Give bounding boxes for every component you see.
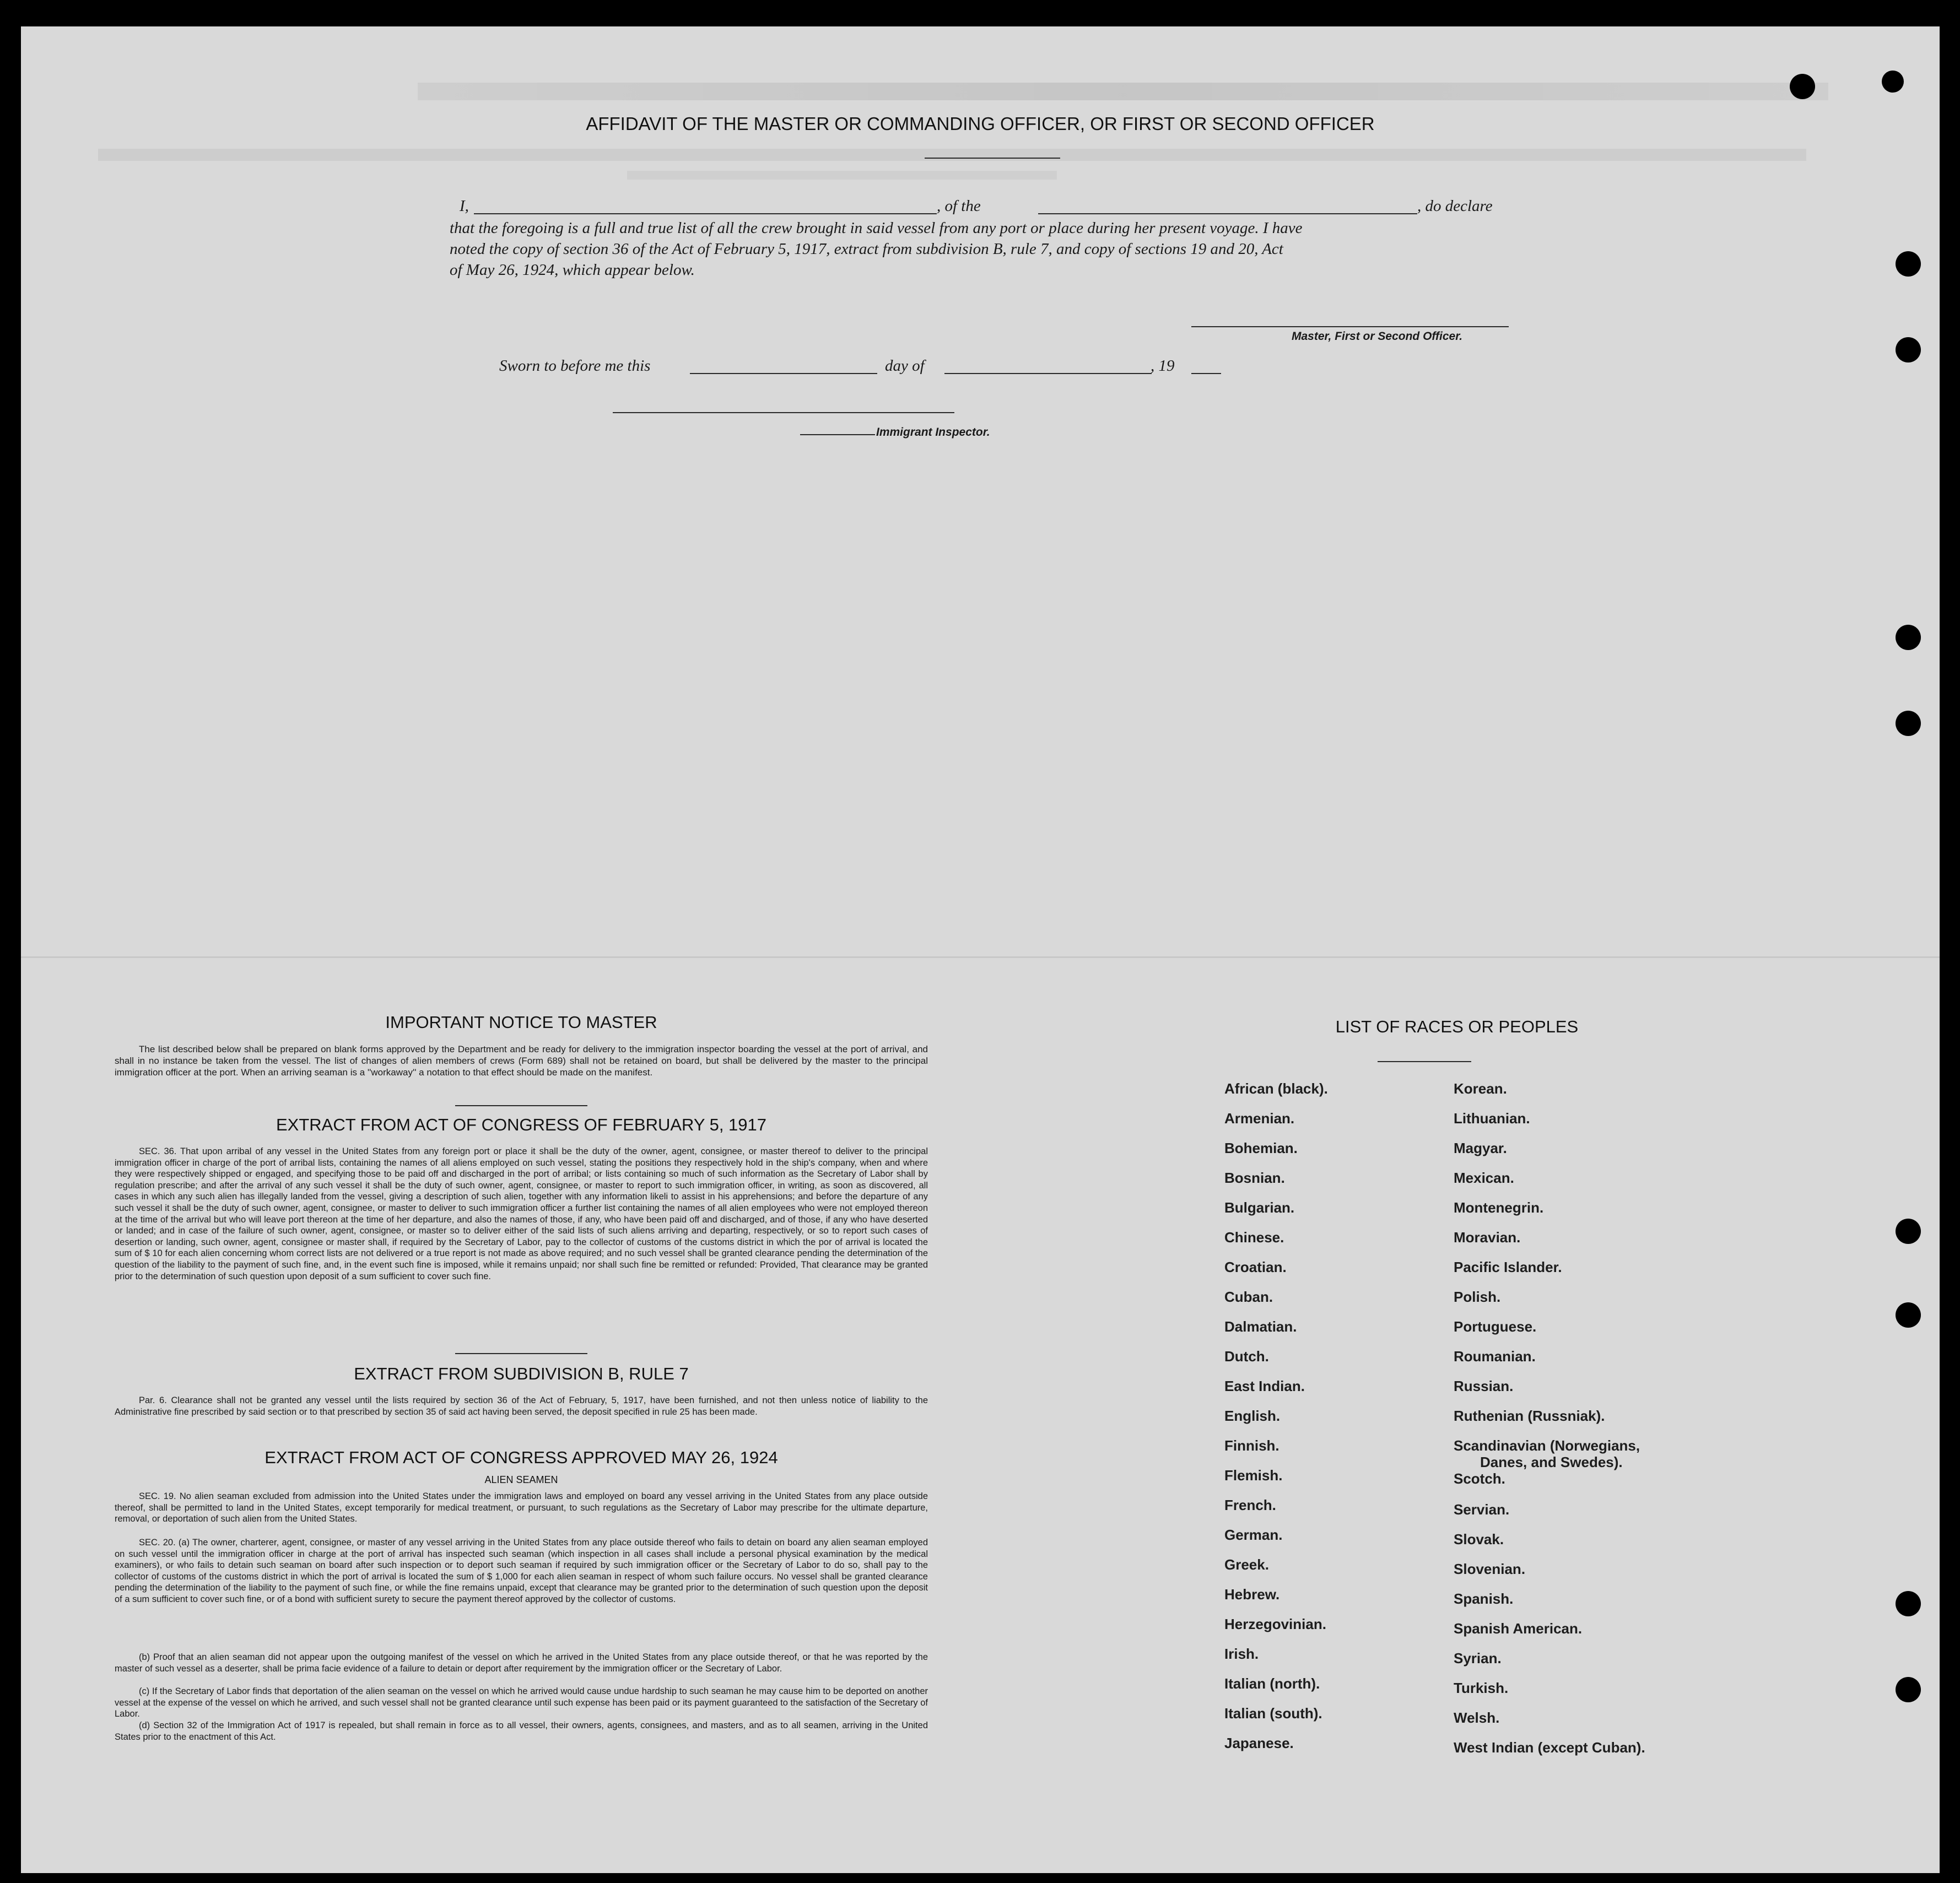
sec20c-text: (c) If the Secretary of Labor finds that deportation of the alien seaman on the vessel on which he arrived would cause undue hardship to such seaman he may cause him to be deported on another vessel at the expense of the vessel on which he arrived, and such vessel shall not be granted clearance until such expense has been paid or its payment guaranteed to the satisfaction of the Secretary of Labor. <box>115 1686 928 1719</box>
name-field-line <box>474 213 937 214</box>
race-item: Dalmatian. <box>1224 1318 1297 1335</box>
race-item: Moravian. <box>1454 1229 1521 1246</box>
extract-rule7-title: EXTRACT FROM SUBDIVISION B, RULE 7 <box>354 1364 689 1383</box>
race-item: Armenian. <box>1224 1110 1295 1127</box>
race-item: Russian. <box>1454 1378 1514 1394</box>
race-item: Spanish. <box>1454 1590 1514 1607</box>
binder-hole <box>1896 1302 1921 1328</box>
race-item: Scandinavian (Norwegians, <box>1454 1437 1640 1454</box>
sec20b-text: (b) Proof that an alien seaman did not appear upon the outgoing manifest of the vessel on which he arrived in the United States from any place outside thereof, or that he was reported by the master of such vessel as a deserter, shall be prima facie evidence of a failure to detain or deport after requirement by the immigration officer or the Secretary of Labor. <box>115 1652 928 1674</box>
binder-hole <box>1896 1591 1921 1616</box>
sec19-text: SEC. 19. No alien seaman excluded from admission into the United States under the immigration laws and employed on board any vessel arriving in the United States from any place outside thereof, shall be permitted to land in the United States, except temporarily for medical treatment, or pursuant, to such regulations as the Secretary of Labor may prescribe for the ultimate departure, removal, or deportation of such alien from the United States. <box>115 1491 928 1524</box>
race-item: Flemish. <box>1224 1467 1283 1484</box>
race-item: Magyar. <box>1454 1140 1507 1156</box>
affidavit-line4: of May 26, 1924, which appear below. <box>450 261 695 279</box>
inspector-name-line <box>800 434 875 435</box>
binder-hole <box>1896 625 1921 650</box>
race-item: Hebrew. <box>1224 1586 1280 1603</box>
race-item: Lithuanian. <box>1454 1110 1530 1127</box>
race-item: Chinese. <box>1224 1229 1284 1246</box>
race-item: East Indian. <box>1224 1378 1305 1394</box>
fold-crease <box>21 956 1940 958</box>
inspector-signature-line <box>613 412 954 413</box>
binder-hole <box>1896 251 1921 277</box>
affidavit-title: AFFIDAVIT OF THE MASTER OR COMMANDING OFFICER, OR FIRST OR SECOND OFFICER <box>586 113 1375 134</box>
race-item: Croatian. <box>1224 1259 1287 1275</box>
race-item: Bohemian. <box>1224 1140 1298 1156</box>
race-item: Bulgarian. <box>1224 1199 1295 1216</box>
race-item: Danes, and Swedes). <box>1480 1454 1623 1470</box>
race-item: Italian (south). <box>1224 1705 1322 1722</box>
notice-title: IMPORTANT NOTICE TO MASTER <box>385 1013 657 1032</box>
affidavit-do-declare: , do declare <box>1417 197 1493 215</box>
affidavit-line1-i: I, <box>460 197 469 215</box>
binder-hole <box>1896 711 1921 736</box>
document-page <box>21 26 1940 1873</box>
race-item: Cuban. <box>1224 1289 1273 1305</box>
race-item: English. <box>1224 1408 1281 1424</box>
extract-1917-body: SEC. 36. That upon arribal of any vessel in the United States from any foreign port or place it shall be the duty of the owner, agent, consignee, or master thereof to deliver to the principal immigration officer in charge of the port of arribal lists, containing the names of all aliens employed on such vessel, stating the positions they respectively hold in the ship's company, when and where they were respectively shipped or engaged, and specifying those to be paid off and discharged in the port of arribal; or lists containing so much of such information as the Secretary of Labor shall by regulation prescribe; and after the arrival of any such vessel it shall be the duty of such owner, agent, consignee, or master to report to such immigration officer, in writing, as soon as discovered, all cases in which any such alien has illegally landed from the vessel, giving a description of such alien, together with any information likeli to assist in his apprehensions; and before the departure of any such vessel it shall be the duty of such owner, agent, consignee, or master to deliver to such immigration officer a further list containing the names of all alien employees who were not employed thereon at the time of the arrival but who will leave port thereon at the time of her departure, and also the names of those, if any, who have been paid off and discharged, and of those, if any who have deserted or landed; and in case of the failure of such owner, agent, consignee, or master so to deliver either of the said lists of such aliens arriving and departing, respectively, or so to report such cases of desertion or landing, such owner, agent, consignee or master shall, if required by the Secretary of Labor, pay to the collector of customs of the customs district in which the por of arrival is located the sum of $ 10 for each alien concerning whom correct lists are not delivered or a true report is not made as above required; and no such vessel shall be granted clearance pending the determination of the question of the liability to the payment of such fine, and, in the event such fine is imposed, while it remains unpaid; nor shall such fine be remitted or refunded: Provided, That clearance may be granted prior to the determination of such question upon deposit of a sum sufficient to cover such fine. <box>115 1146 928 1281</box>
vessel-field-line <box>1038 213 1417 214</box>
race-item: West Indian (except Cuban). <box>1454 1739 1645 1756</box>
year-label: , 19 <box>1151 357 1175 375</box>
race-item: Ruthenian (Russniak). <box>1454 1408 1605 1424</box>
year-line <box>1191 373 1221 374</box>
inspector-caption: Immigrant Inspector. <box>876 426 990 439</box>
extract-1917-title: EXTRACT FROM ACT OF CONGRESS OF FEBRUARY 5, 1917 <box>276 1115 767 1134</box>
race-item: Polish. <box>1454 1289 1501 1305</box>
sec20d-text: (d) Section 32 of the Immigration Act of 1917 is repealed, but shall remain in force as to all vessel, their owners, agents, consignees, and masters, and as to all seamen, arriving in the United States prior to the enactment of this Act. <box>115 1720 928 1742</box>
sworn-day-line <box>690 373 877 374</box>
binder-hole <box>1896 337 1921 362</box>
notice-body: The list described below shall be prepared on blank forms approved by the Department and be ready for delivery to the immigration inspector boarding the vessel at the port of arrival, and shall in no instance be taken from the vessel. The list of changes of alien members of crews (Form 689) shall not be retained on board, but shall be delivered by the master to the principal immigration officer at the port. When an arriving seaman is a ''workaway'' a notation to that effect should be made on the manifest. <box>115 1044 928 1078</box>
race-item: Finnish. <box>1224 1437 1279 1454</box>
bleed-through-band <box>627 171 1057 180</box>
sworn-label: Sworn to before me this <box>499 357 651 375</box>
bleed-through-band <box>98 149 1806 161</box>
race-item: Servian. <box>1454 1501 1510 1518</box>
affidavit-line2: that the foregoing is a full and true list of all the crew brought in said vessel from any port or place during her present voyage. I have <box>450 219 1303 237</box>
race-item: Greek. <box>1224 1556 1269 1573</box>
race-item: Korean. <box>1454 1080 1507 1097</box>
races-title: LIST OF RACES OR PEOPLES <box>1335 1017 1579 1036</box>
alien-seamen-subtitle: ALIEN SEAMEN <box>484 1474 558 1485</box>
race-item: Italian (north). <box>1224 1675 1320 1692</box>
affidavit-line3: noted the copy of section 36 of the Act of February 5, 1917, extract from subdivision B, rule 7, and copy of sections 19 and 20, Act <box>450 240 1283 258</box>
race-item: Turkish. <box>1454 1680 1509 1696</box>
race-item: Dutch. <box>1224 1348 1269 1365</box>
master-caption: Master, First or Second Officer. <box>1292 330 1463 343</box>
race-item: French. <box>1224 1497 1276 1513</box>
extract-1924-title: EXTRACT FROM ACT OF CONGRESS APPROVED MAY 26, 1924 <box>264 1448 778 1467</box>
race-item: Slovak. <box>1454 1531 1504 1547</box>
binder-hole <box>1896 1677 1921 1702</box>
bleed-through-band <box>418 83 1828 100</box>
day-of-label: day of <box>885 357 925 375</box>
race-item: Bosnian. <box>1224 1170 1285 1186</box>
extract-rule7-body: Par. 6. Clearance shall not be granted any vessel until the lists required by section 36 of the Act of February, 5, 1917, have been furnished, and not then unless notice of liability to the Administrative fine prescribed by said section or to that prescribed by section 35 of said act having been served, the deposit specified in rule 25 has been made. <box>115 1395 928 1417</box>
race-item: Mexican. <box>1454 1170 1514 1186</box>
race-item: Spanish American. <box>1454 1620 1583 1637</box>
race-item: Slovenian. <box>1454 1561 1526 1577</box>
title-divider <box>925 158 1060 159</box>
section-divider <box>455 1353 587 1354</box>
race-item: Roumanian. <box>1454 1348 1536 1365</box>
race-item: Welsh. <box>1454 1709 1500 1726</box>
binder-hole <box>1896 1219 1921 1244</box>
race-item: African (black). <box>1224 1080 1328 1097</box>
binder-hole <box>1882 71 1904 93</box>
race-item: Scotch. <box>1454 1470 1505 1487</box>
race-item: Irish. <box>1224 1646 1259 1662</box>
section-divider <box>455 1105 587 1106</box>
sworn-month-line <box>944 373 1152 374</box>
master-signature-line <box>1191 326 1509 327</box>
affidavit-of-the: , of the <box>937 197 981 215</box>
race-item: German. <box>1224 1527 1283 1543</box>
race-item: Pacific Islander. <box>1454 1259 1562 1275</box>
race-item: Japanese. <box>1224 1735 1294 1751</box>
sec20a-text: SEC. 20. (a) The owner, charterer, agent, consignee, or master of any vessel arriving in the United States from any place outside thereof who fails to detain on board any alien seaman employed on such vessel until the immigration officer in charge at the port of arrival has inspected such seaman (which inspection in all cases shall include a personal physical examination by the medical examiners), or who fails to detain such seaman on board after such inspection or to deport such seaman if required by such immigration officer or the Secretary of Labor to do so, shall pay to the collector of customs of the customs district in which the port of arrival is located the sum of $ 1,000 for each alien seaman in respect of whom such failure occurs. No vessel shall be granted clearance pending the determination of the liability to the payment of such fine, or while the fine remains unpaid, except that clearance may be granted prior to the determination of such question upon the deposit of a sum sufficient to cover such fine, or of a bond with sufficient surety to secure the payment thereof approved by the collector of customs. <box>115 1538 928 1604</box>
race-item: Herzegovinian. <box>1224 1616 1326 1632</box>
race-item: Syrian. <box>1454 1650 1502 1666</box>
race-item: Montenegrin. <box>1454 1199 1544 1216</box>
race-item: Portuguese. <box>1454 1318 1537 1335</box>
races-title-divider <box>1378 1061 1471 1062</box>
